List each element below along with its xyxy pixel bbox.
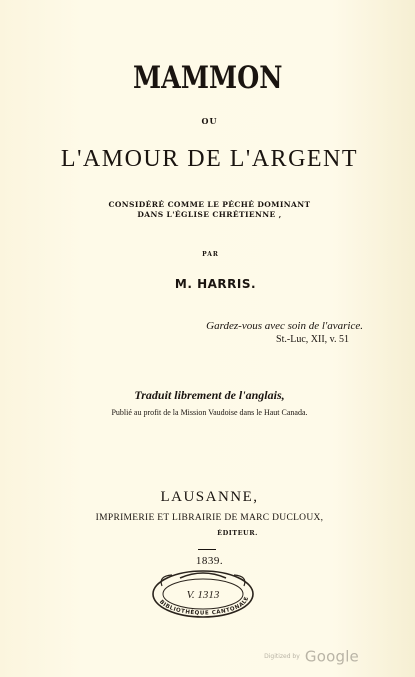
publisher-name: IMPRIMERIE ET LIBRAIRIE DE MARC DUCLOUX,	[95, 513, 324, 523]
editor-label: ÉDITEUR.	[217, 529, 258, 537]
google-logo: Google	[304, 647, 359, 665]
stamp-number: V. 1313	[186, 589, 220, 601]
divider-rule	[198, 549, 216, 550]
publication-year: 1839.	[195, 555, 224, 567]
epigraph-citation: St.-Luc, XII, v. 51	[276, 334, 349, 345]
book-subtitle: L'AMOUR DE L'ARGENT	[60, 146, 359, 172]
description-line-2: DANS L'ÉGLISE CHRÉTIENNE ,	[137, 210, 282, 219]
google-watermark	[264, 646, 359, 666]
book-title: MAMMON	[133, 60, 283, 96]
publication-note: Publié au profit de la Mission Vaudoise dans le Haut Canada.	[111, 408, 308, 417]
epigraph-quote: Gardez-vous avec soin de l'avarice.	[206, 320, 363, 332]
description-block	[2, 200, 415, 220]
conjunction-ou: OU	[201, 116, 218, 126]
translation-note: Traduit librement de l'anglais,	[134, 388, 285, 402]
par-label: PAR	[202, 251, 219, 258]
stamp-ring-text: BIBLIOTHÈQUE CANTONALE	[157, 595, 251, 617]
watermark-prefix: Digitized by	[264, 652, 300, 660]
library-stamp-icon	[150, 568, 256, 620]
description-line-1: CONSIDÉRÉ COMME LE PÉCHÉ DOMINANT	[108, 200, 311, 209]
publication-city: LAUSANNE,	[160, 489, 259, 505]
author-name: M. HARRIS.	[174, 277, 257, 291]
